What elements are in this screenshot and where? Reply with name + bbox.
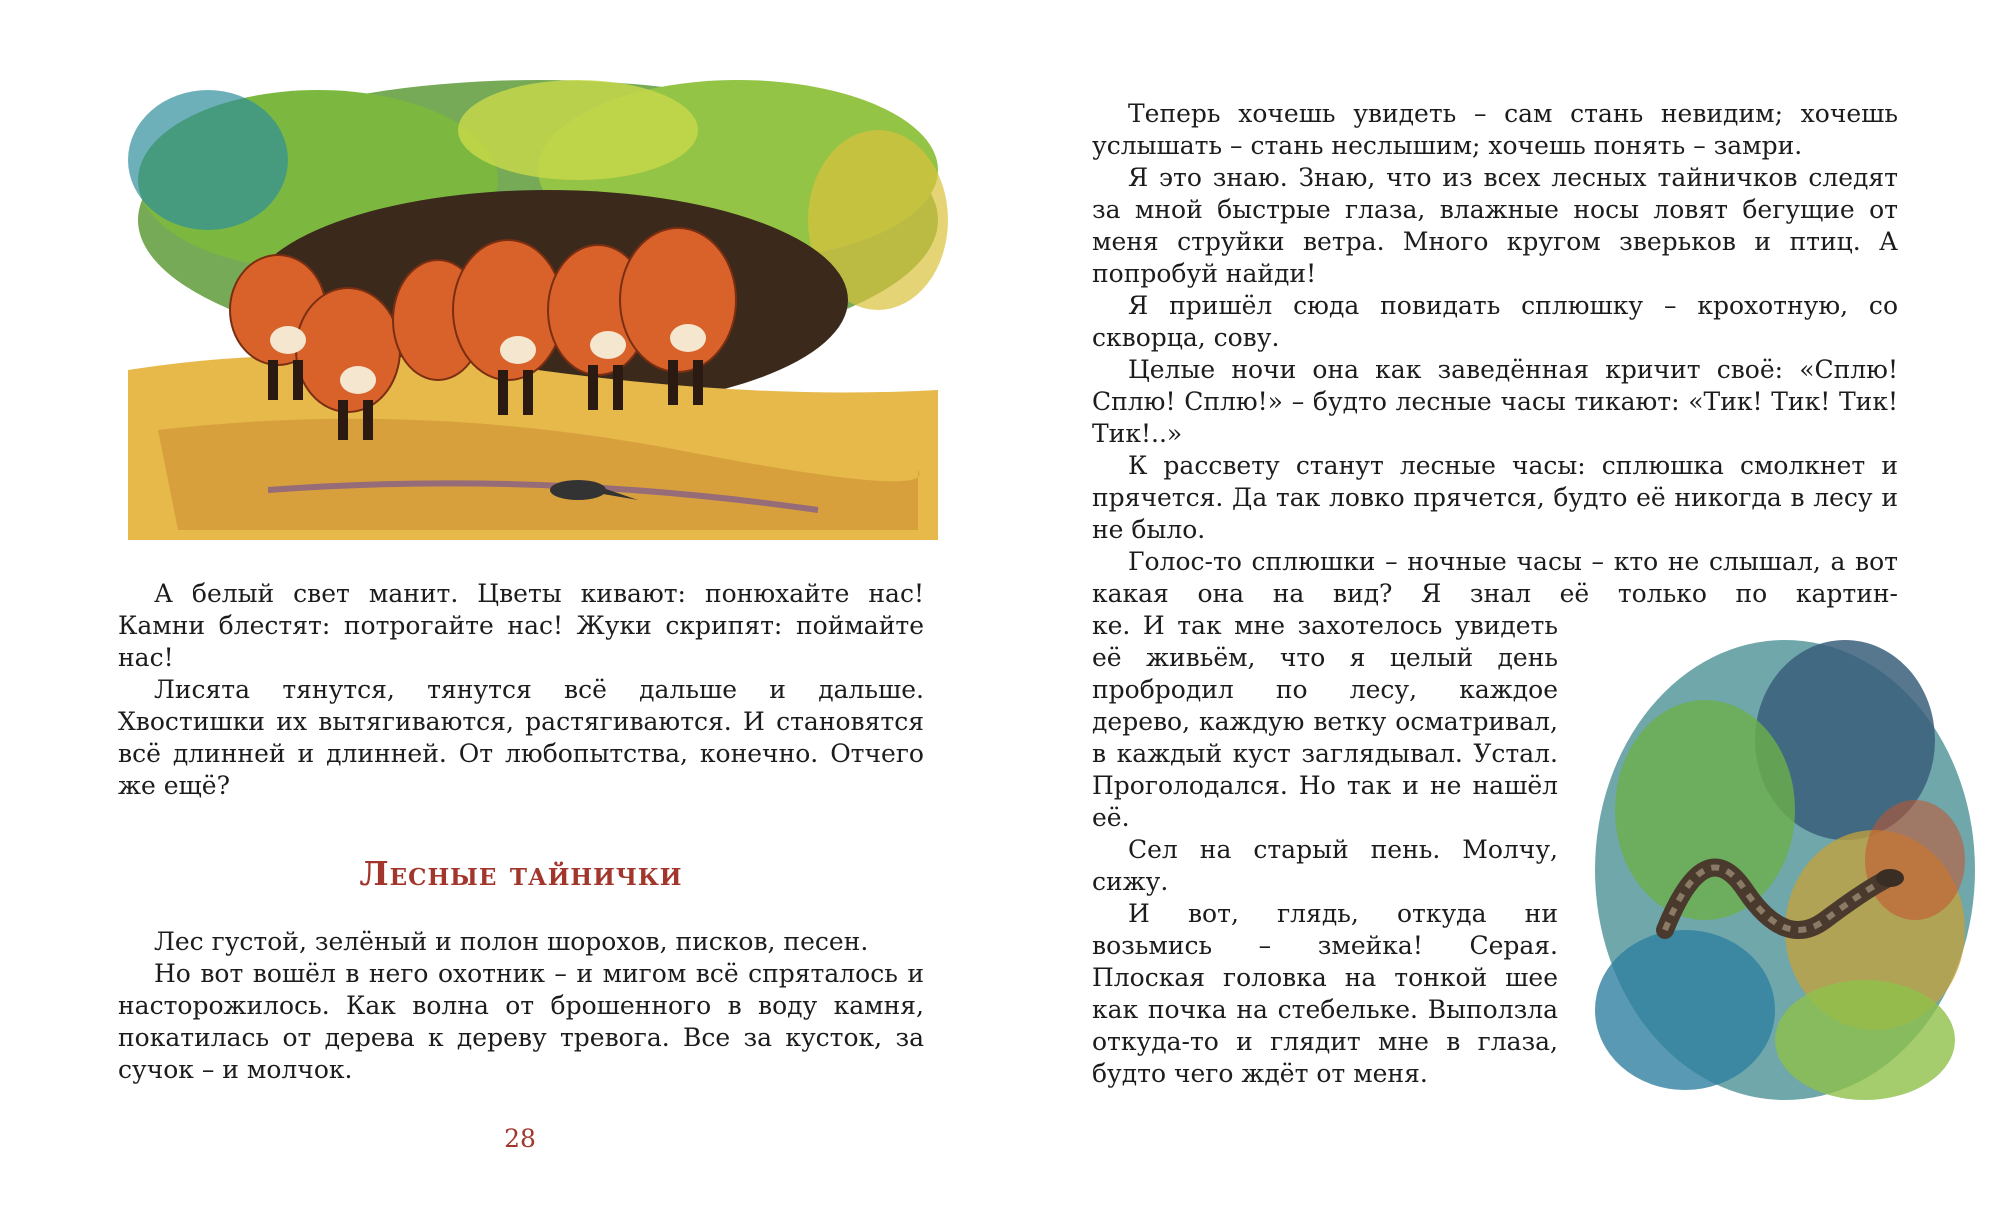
- paragraph: Теперь хочешь увидеть – сам стань невидим; хочешь услышать – стань неслышим; хочешь понять – замри.: [1092, 99, 1898, 160]
- paragraph: Целые ночи она как заведённая кричит своё: «Сплю! Сплю! Сплю!» – будто лесные часы тикают: «Тик! Тик! Тик! Тик!..»: [1092, 355, 1898, 448]
- right-text-block-2: [1092, 610, 1558, 1090]
- right-text-block-1: [1092, 98, 1898, 610]
- paragraph: Сел на старый пень. Молчу, сижу.: [1092, 835, 1558, 896]
- paragraph: И вот, глядь, откуда ни возьмись – змейка! Серая. Плоская головка на тонкой шее как почка на стебельке. Выползла откуда-то и глядит мне в глаза, будто чего ждёт от меня.: [1092, 899, 1558, 1088]
- fox-cubs-illustration: [118, 70, 948, 540]
- paragraph: Но вот вошёл в него охотник – и мигом всё спряталось и насторожилось. Как волна от брошенного в воду камня, покатилась от дерева к дереву тревога. Все за кусток, за сучок – и молчок.: [118, 959, 924, 1084]
- page-number: 28: [504, 1124, 536, 1153]
- paragraph: К рассвету станут лесные часы: сплюшка смолкнет и прячется. Да так ловко прячется, будто её никогда в лесу и не было.: [1092, 451, 1898, 544]
- paragraph: ке. И так мне захотелось увидеть её живьём, что я целый день пробродил по лесу, каждое дерево, каждую ветку осматривал, в каждый куст заглядывал. Устал. Проголодался. Но так и не нашёл её.: [1092, 611, 1558, 832]
- paragraph: Я пришёл сюда повидать сплюшку – крохотную, со скворца, сову.: [1092, 291, 1898, 352]
- snake-in-grass-illustration: [1585, 630, 1980, 1105]
- paragraph: Лес густой, зелёный и полон шорохов, писков, песен.: [154, 927, 869, 956]
- paragraph: Я это знаю. Знаю, что из всех лесных тайничков следят за мной быстрые глаза, влажные носы ловят бегущие от меня струйки ветра. Много кругом зверьков и птиц. А попробуй найди!: [1092, 163, 1898, 288]
- paragraph: Голос-то сплюшки – ночные часы – кто не слышал, а вот какая она на вид? Я знал её только по картин-: [1092, 547, 1898, 608]
- left-text-block-2: [118, 926, 924, 1086]
- chapter-title: Лесные тайнички: [359, 854, 683, 893]
- paragraph: Лисята тянутся, тянутся всё дальше и дальше. Хвостишки их вытягиваются, растягиваются. И становятся всё длинней и длинней. От любопытства, конечно. Отчего же ещё?: [118, 675, 924, 800]
- paragraph: А белый свет манит. Цветы кивают: понюхайте нас! Камни блестят: потрогайте нас! Жуки скрипят: поймайте нас!: [118, 579, 924, 672]
- right-page: [1000, 0, 1999, 1205]
- left-text-block-1: [118, 578, 924, 802]
